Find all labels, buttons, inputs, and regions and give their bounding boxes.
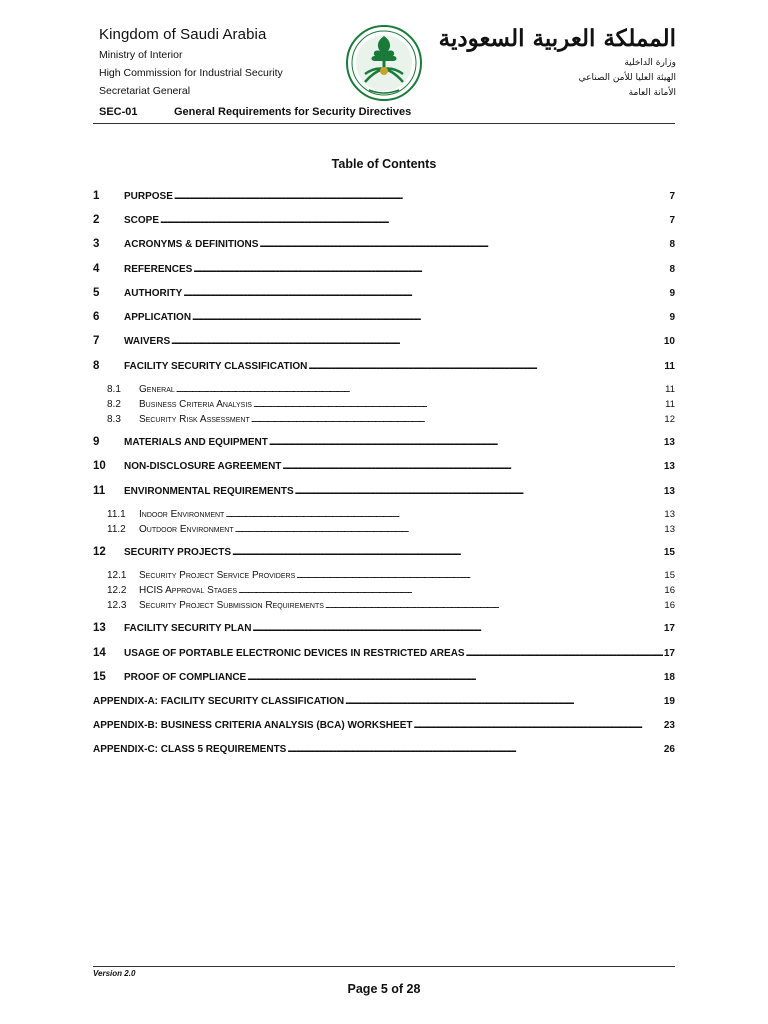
page-number: Page 5 of 28 xyxy=(347,982,421,996)
toc-entry-label: WAIVERS xyxy=(124,336,171,347)
toc-entry[interactable] xyxy=(93,460,675,474)
toc-entry-page: 18 xyxy=(663,672,675,683)
header-left-block xyxy=(99,26,283,97)
toc-entry-page: 13 xyxy=(663,461,675,472)
toc-entry-page: 26 xyxy=(663,744,675,755)
toc-entry-number: 6 xyxy=(93,311,100,323)
toc-entry-page: 9 xyxy=(669,288,675,299)
toc-entry-label: ENVIRONMENTAL REQUIREMENTS xyxy=(124,486,294,497)
toc-entry-label: Security Risk Assessment xyxy=(139,414,250,425)
arabic-ministry-line: وزارة الداخلية xyxy=(624,58,676,68)
toc-entry-number: 1 xyxy=(93,190,100,202)
toc-entry-number: 11.2 xyxy=(107,524,126,535)
toc-entry-page: 23 xyxy=(663,720,675,731)
toc-entry-number: 7 xyxy=(93,335,100,347)
toc-entry-label: FACILITY SECURITY CLASSIFICATION xyxy=(124,361,308,372)
toc-entry-number: 8.1 xyxy=(107,384,121,395)
toc-entry-page: 15 xyxy=(664,570,675,581)
doc-title: General Requirements for Security Directives xyxy=(174,106,412,118)
toc-entry[interactable] xyxy=(93,436,675,450)
toc-entry-number: 5 xyxy=(93,287,100,299)
toc-entry-number: 11.1 xyxy=(107,509,126,520)
toc-entry-page: 13 xyxy=(664,524,675,535)
toc-entry[interactable] xyxy=(93,311,675,325)
toc-dot-leader xyxy=(269,437,663,448)
toc-entry[interactable] xyxy=(93,190,675,204)
toc-entry[interactable] xyxy=(93,214,675,228)
toc-dot-leader xyxy=(176,384,664,395)
toc-entry-number: 8 xyxy=(93,360,100,372)
toc-entry-label: ACRONYMS & DEFINITIONS xyxy=(124,239,259,250)
toc-entry-label: APPLICATION xyxy=(124,312,192,323)
toc-entry-label: Business Criteria Analysis xyxy=(139,399,252,410)
footer-divider xyxy=(93,966,675,967)
toc-entry-page: 13 xyxy=(664,509,675,520)
toc-dot-leader xyxy=(174,191,669,202)
toc-entry-number: 2 xyxy=(93,214,100,226)
toc-entry-label: SCOPE xyxy=(124,215,160,226)
toc-entry[interactable] xyxy=(93,414,675,428)
toc-entry[interactable] xyxy=(93,671,675,685)
toc-entry-label: APPENDIX-B: BUSINESS CRITERIA ANALYSIS (BCA) WORKSHEET xyxy=(93,720,413,731)
toc-dot-leader xyxy=(282,461,662,472)
toc-entry-label: AUTHORITY xyxy=(124,288,183,299)
toc-dot-leader xyxy=(171,336,663,347)
toc-entry-number: 11 xyxy=(93,485,106,497)
toc-entry-label: APPENDIX-A: FACILITY SECURITY CLASSIFICATION xyxy=(93,696,345,707)
saudi-emblem-icon xyxy=(345,24,423,102)
toc-dot-leader xyxy=(345,696,663,707)
header-right-block xyxy=(439,24,676,99)
toc-entry[interactable] xyxy=(93,360,675,374)
toc-title: Table of Contents xyxy=(331,157,437,171)
toc-entry[interactable] xyxy=(93,238,675,252)
toc-entry-label: PURPOSE xyxy=(124,191,173,202)
toc-entry-page: 10 xyxy=(663,336,675,347)
toc-entry-label: APPENDIX-C: CLASS 5 REQUIREMENTS xyxy=(93,744,287,755)
toc-entry[interactable] xyxy=(93,335,675,349)
toc-entry[interactable] xyxy=(93,600,675,614)
arabic-kingdom-title: المملكة العربية السعودية xyxy=(438,25,676,52)
toc-entry-page: 17 xyxy=(663,623,675,634)
toc-entry[interactable] xyxy=(93,720,675,734)
toc-entry-label: PROOF OF COMPLIANCE xyxy=(124,672,247,683)
toc-dot-leader xyxy=(413,720,662,731)
toc-entry-number: 8.2 xyxy=(107,399,121,410)
toc-entry[interactable] xyxy=(93,263,675,277)
toc-dot-leader xyxy=(235,524,664,535)
toc-entry-number: 12.1 xyxy=(107,570,127,581)
toc-dot-leader xyxy=(251,414,664,425)
header-divider xyxy=(93,123,675,124)
toc-entry-label: FACILITY SECURITY PLAN xyxy=(124,623,252,634)
toc-entry[interactable] xyxy=(93,399,675,413)
doc-code: SEC-01 xyxy=(99,106,138,118)
toc-entry-number: 4 xyxy=(93,263,100,275)
toc-entry-page: 8 xyxy=(669,239,675,250)
ministry-line: Ministry of Interior xyxy=(99,49,183,61)
toc-entry-page: 17 xyxy=(663,648,675,659)
toc-entry-page: 7 xyxy=(669,215,675,226)
version-label: Version 2.0 xyxy=(93,969,136,978)
toc-entry-number: 12.3 xyxy=(107,600,127,611)
toc-entry[interactable] xyxy=(93,696,675,710)
toc-entry-label: General xyxy=(139,384,175,395)
toc-entry-label: NON-DISCLOSURE AGREEMENT xyxy=(124,461,282,472)
toc-entry-number: 10 xyxy=(93,460,106,472)
toc-entry-label: HCIS Approval Stages xyxy=(139,585,237,596)
toc-entry-label: USAGE OF PORTABLE ELECTRONIC DEVICES IN RESTRICTED AREAS xyxy=(124,648,465,659)
toc-entry-page: 7 xyxy=(669,191,675,202)
toc-entry-label: REFERENCES xyxy=(124,264,193,275)
toc-dot-leader xyxy=(466,648,663,659)
commission-line: High Commission for Industrial Security xyxy=(99,67,283,79)
toc-dot-leader xyxy=(296,570,663,581)
toc-dot-leader xyxy=(232,547,663,558)
toc-entry-number: 14 xyxy=(93,647,106,659)
toc-entry-number: 13 xyxy=(93,622,106,634)
toc-entry-page: 8 xyxy=(669,264,675,275)
toc-dot-leader xyxy=(238,585,663,596)
arabic-secretariat-line: الأمانة العامة xyxy=(628,88,676,98)
toc-entry[interactable] xyxy=(93,485,675,499)
toc-dot-leader xyxy=(193,264,668,275)
toc-dot-leader xyxy=(287,744,663,755)
toc-entry-page: 13 xyxy=(663,437,675,448)
toc-entry-page: 15 xyxy=(663,547,675,558)
toc-entry-number: 12.2 xyxy=(107,585,127,596)
toc-entry-page: 11 xyxy=(664,361,675,372)
toc-entry[interactable] xyxy=(93,744,675,758)
toc-dot-leader xyxy=(295,486,663,497)
toc-entry[interactable] xyxy=(93,287,675,301)
toc-entry[interactable] xyxy=(93,622,675,636)
toc-dot-leader xyxy=(247,672,663,683)
toc-entry-page: 11 xyxy=(665,384,675,395)
toc-entry-label: SECURITY PROJECTS xyxy=(124,547,232,558)
toc-entry[interactable] xyxy=(93,509,675,523)
toc-entry-page: 12 xyxy=(664,414,675,425)
toc-entry-number: 8.3 xyxy=(107,414,121,425)
toc-dot-leader xyxy=(225,509,663,520)
toc-entry[interactable] xyxy=(93,546,675,560)
toc-entry[interactable] xyxy=(93,570,675,584)
toc-entry-label: Security Project Service Providers xyxy=(139,570,296,581)
toc-entry-label: Indoor Environment xyxy=(139,509,225,520)
toc-dot-leader xyxy=(192,312,668,323)
toc-entry[interactable] xyxy=(93,524,675,538)
toc-dot-leader xyxy=(252,623,662,634)
toc-entry-label: MATERIALS AND EQUIPMENT xyxy=(124,437,268,448)
toc-dot-leader xyxy=(259,239,668,250)
toc-entry-page: 13 xyxy=(663,486,675,497)
toc-entry[interactable] xyxy=(93,384,675,398)
toc-entry-number: 15 xyxy=(93,671,106,683)
toc-entry-page: 19 xyxy=(663,696,675,707)
toc-dot-leader xyxy=(160,215,668,226)
toc-entry-page: 16 xyxy=(664,600,675,611)
toc-entry-label: Outdoor Environment xyxy=(139,524,234,535)
toc-entry-number: 3 xyxy=(93,238,100,250)
toc-dot-leader xyxy=(308,361,663,372)
toc-entry-label: Security Project Submission Requirements xyxy=(139,600,324,611)
toc-entry-page: 11 xyxy=(665,399,675,410)
toc-dot-leader xyxy=(325,600,664,611)
toc-entry[interactable] xyxy=(93,647,675,661)
toc-entry-page: 16 xyxy=(664,585,675,596)
kingdom-title: Kingdom of Saudi Arabia xyxy=(99,26,267,43)
toc-entry[interactable] xyxy=(93,585,675,599)
secretariat-line: Secretariat General xyxy=(99,85,191,97)
toc-entry-page: 9 xyxy=(669,312,675,323)
toc-dot-leader xyxy=(183,288,668,299)
toc-entry-number: 9 xyxy=(93,436,100,448)
arabic-commission-line: الهيئة العليا للأمن الصناعي xyxy=(578,73,676,83)
toc-entry-number: 12 xyxy=(93,546,106,558)
toc-dot-leader xyxy=(253,399,664,410)
